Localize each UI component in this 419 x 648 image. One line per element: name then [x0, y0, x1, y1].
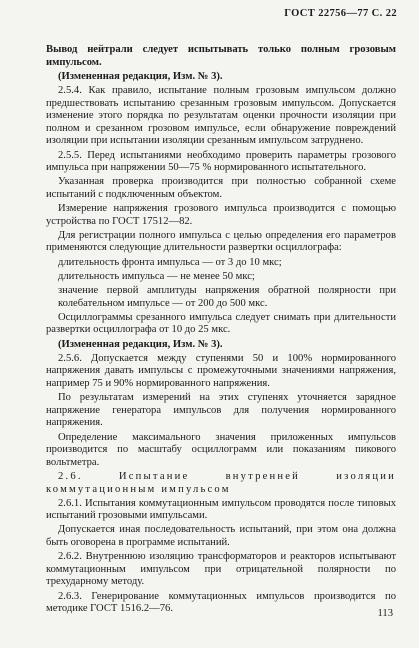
paragraph: Измерение напряжения грозового импульса производится с помощью устройства по ГОСТ 17512—82. — [46, 203, 396, 227]
paragraph: Определение максимального значения приложенных импульсов производится по масштабу осциллограмм или показаниям пикового вольтметра. — [46, 431, 396, 468]
page-number: 113 — [377, 608, 393, 619]
paragraph: 2.5.5. Перед испытаниями необходимо проверить параметры грозового импульса при напряжении 50—75 % нормированного испытательного. — [46, 149, 396, 174]
paragraph: Вывод нейтрали следует испытывать только полным грозовым импульсом. — [46, 44, 396, 68]
amendment-note: (Измененная редакция, Изм. № 3). — [58, 338, 223, 350]
list-item: длительность импульса — не менее 50 мкс; — [58, 270, 255, 282]
page-body — [46, 44, 396, 617]
list-item: длительность фронта импульса — от 3 до 10 мкс; — [58, 256, 282, 268]
paragraph: По результатам измерений на этих ступенях уточняется зарядное напряжение генератора импульсов для получения нормированного напряжения. — [46, 392, 396, 429]
page-header: ГОСТ 22756—77 С. 22 — [284, 8, 397, 19]
paragraph: Указанная проверка производится при полностью собранной схеме испытаний с подключенным объектом. — [46, 176, 396, 200]
amendment-note: (Измененная редакция, Изм. № 3). — [58, 70, 223, 82]
paragraph: 2.6.3. Генерирование коммутационных импульсов производится по методике ГОСТ 1516.2—76. — [46, 590, 396, 615]
section-heading: 2.6. Испытание внутренней изоляции коммутационным импульсом — [46, 470, 396, 495]
paragraph: 2.5.6. Допускается между ступенями 50 и 100% нормированного напряжения давать импульсы с промежуточными значениями напряжения, например 75 и 90% нормированного напряжения. — [46, 352, 396, 389]
list-item: значение первой амплитуды напряжения обратной полярности при колебательном импульсе — от 200 до 500 мкс. — [58, 285, 396, 309]
paragraph: Осциллограммы срезанного импульса следует снимать при длительности развертки осциллографа от 10 до 25 мкс. — [46, 311, 396, 336]
paragraph: 2.6.2. Внутреннюю изоляцию трансформаторов и реакторов испытывают коммутационным импульсом при отрицательной полярности по трехударному методу. — [46, 551, 396, 588]
paragraph: 2.5.4. Как правило, испытание полным грозовым импульсом должно предшествовать испытанию срезанным грозовым импульсом. Допускается изменение этого порядка по результатам оценки прочности изоляции при полном и срезанном грозовом импульсе, если обнаружение повреждений изоляции при испытании изоляции срезанным импульсом затруднено. — [46, 84, 396, 147]
paragraph: Допускается иная последовательность испытаний, при этом она должна быть оговорена в программе испытаний. — [46, 524, 396, 549]
paragraph: Для регистрации полного импульса с целью определения его параметров применяются следующие длительности развертки осциллографа: — [46, 229, 396, 254]
paragraph: 2.6.1. Испытания коммутационным импульсом проводятся после типовых испытаний грозовыми импульсами. — [46, 497, 396, 522]
